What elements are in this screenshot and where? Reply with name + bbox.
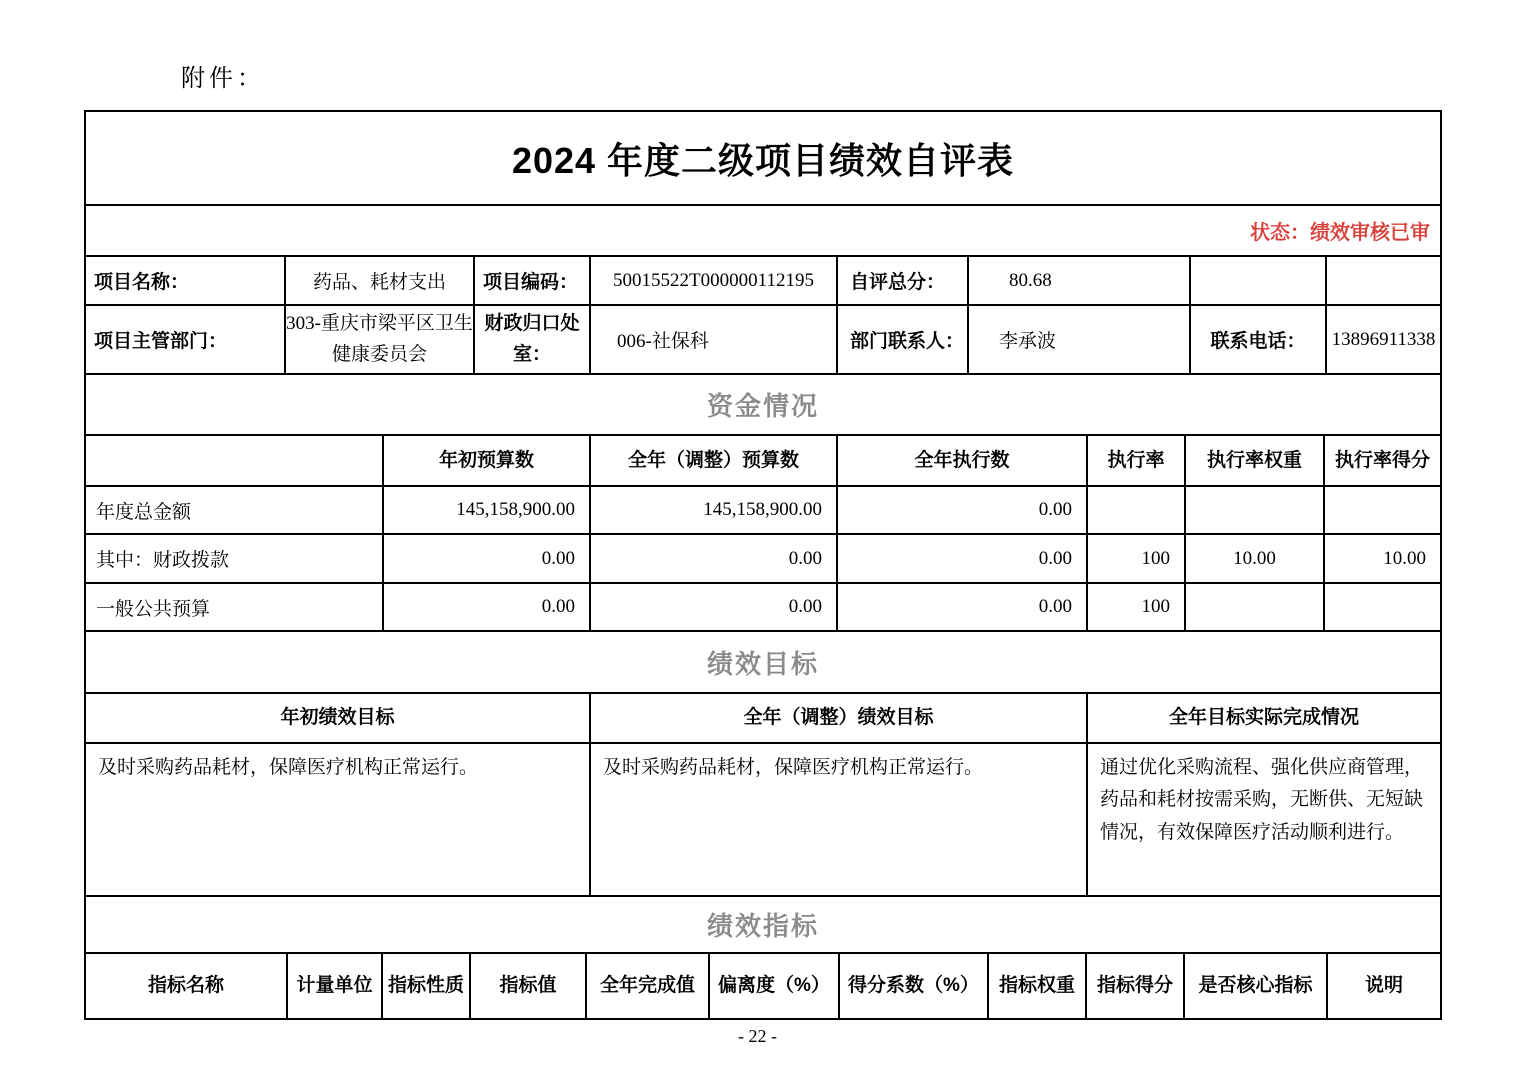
info-empty-cell [1189,257,1325,304]
goals-content-row [86,742,1440,895]
funding-row-fiscal [86,533,1440,582]
goals-header-adjusted: 全年（调整）绩效目标 [589,694,1086,742]
funding-section-row [86,373,1440,434]
funding-rate-value: 100 [1086,535,1184,582]
funding-header-executed: 全年执行数 [836,436,1086,485]
funding-rate-score-value [1323,487,1440,533]
goals-header-row [86,692,1440,742]
funding-row-label: 其中：财政拨款 [96,550,230,571]
indicator-header-deviation: 偏离度（%） [708,954,838,1018]
funding-initial-value: 0.00 [382,584,589,630]
info-row-1 [86,255,1440,304]
funding-section-title: 资金情况 [706,391,819,421]
funding-executed-value: 0.00 [836,487,1086,533]
indicator-header-unit: 计量单位 [286,954,381,1018]
goals-section-title: 绩效目标 [706,648,819,679]
funding-header-adjusted: 全年（调整）预算数 [589,436,836,485]
funding-executed-value: 0.00 [836,535,1086,582]
indicator-header-score: 指标得分 [1085,954,1183,1018]
goal-completion-text: 通过优化采购流程、强化供应商管理，药品和耗材按需采购，无断供、无短缺情况，有效保障医疗活动顺利进行。 [1086,744,1440,895]
funding-rate-score-value: 10.00 [1323,535,1440,582]
indicators-section-row [86,895,1440,952]
funding-header-blank [86,436,382,485]
attachment-label: 附件： [181,66,265,92]
goals-section-row [86,630,1440,692]
goals-header-initial: 年初绩效目标 [280,707,395,729]
page-title: 2024 年度二级项目绩效自评表 [511,139,1015,181]
evaluation-table [84,110,1442,1020]
funding-header-rate: 执行率 [1086,436,1184,485]
contact-label: 部门联系人： [836,306,967,373]
indicator-header-score-coef: 得分系数（%） [838,954,987,1018]
info-empty-cell [1325,257,1440,304]
project-code-value: 50015522T000000112195 [589,257,836,304]
self-score-label: 自评总分： [836,257,967,304]
phone-value: 13896911338 [1325,306,1440,373]
project-code-label: 项目编码： [473,257,589,304]
goal-initial-text: 及时采购药品耗材，保障医疗机构正常运行。 [98,757,479,778]
goal-adjusted-text: 及时采购药品耗材，保障医疗机构正常运行。 [589,744,1086,895]
indicator-header-completed: 全年完成值 [585,954,708,1018]
indicator-header-name: 指标名称 [147,975,224,997]
goals-header-completion: 全年目标实际完成情况 [1086,694,1440,742]
funding-row-label: 一般公共预算 [96,598,211,620]
funding-adjusted-value: 145,158,900.00 [589,487,836,533]
funding-adjusted-value: 0.00 [589,584,836,630]
funding-row-label: 年度总金额 [96,501,192,523]
funding-adjusted-value: 0.00 [589,535,836,582]
funding-initial-value: 145,158,900.00 [382,487,589,533]
status-row [86,204,1440,255]
funding-rate-weight-value [1184,584,1323,630]
funding-rate-value: 100 [1086,584,1184,630]
funding-rate-weight-value: 10.00 [1184,535,1323,582]
project-name-label: 项目名称： [94,272,190,293]
funding-row-total [86,485,1440,533]
funding-header-row [86,434,1440,485]
funding-row-public-budget [86,582,1440,630]
indicator-header-nature: 指标性质 [381,954,469,1018]
project-name-value: 药品、耗材支出 [284,257,473,304]
funding-header-rate-score: 执行率得分 [1323,436,1440,485]
funding-executed-value: 0.00 [836,584,1086,630]
indicator-header-value: 指标值 [469,954,585,1018]
page-number: - 22 - [738,1026,777,1046]
indicator-header-core: 是否核心指标 [1183,954,1326,1018]
funding-rate-weight-value [1184,487,1323,533]
indicator-header-note: 说明 [1326,954,1440,1018]
funding-rate-score-value [1323,584,1440,630]
indicators-header-row [86,952,1440,1018]
phone-label: 联系电话： [1189,306,1325,373]
funding-header-rate-weight: 执行率权重 [1184,436,1323,485]
indicators-section-title: 绩效指标 [706,911,819,941]
office-value: 006-社保科 [589,306,836,373]
funding-header-initial: 年初预算数 [382,436,589,485]
info-row-2 [86,304,1440,373]
status-badge: 状态：绩效审核已审 [1250,222,1430,244]
dept-value: 303-重庆市梁平区卫生健康委员会 [284,306,473,373]
contact-value: 李承波 [967,306,1189,373]
dept-label: 项目主管部门： [94,331,228,352]
funding-initial-value: 0.00 [382,535,589,582]
self-score-value: 80.68 [967,257,1189,304]
indicator-header-weight: 指标权重 [987,954,1085,1018]
funding-rate-value [1086,487,1184,533]
office-label: 财政归口处室： [473,306,589,373]
title-row [86,112,1440,204]
